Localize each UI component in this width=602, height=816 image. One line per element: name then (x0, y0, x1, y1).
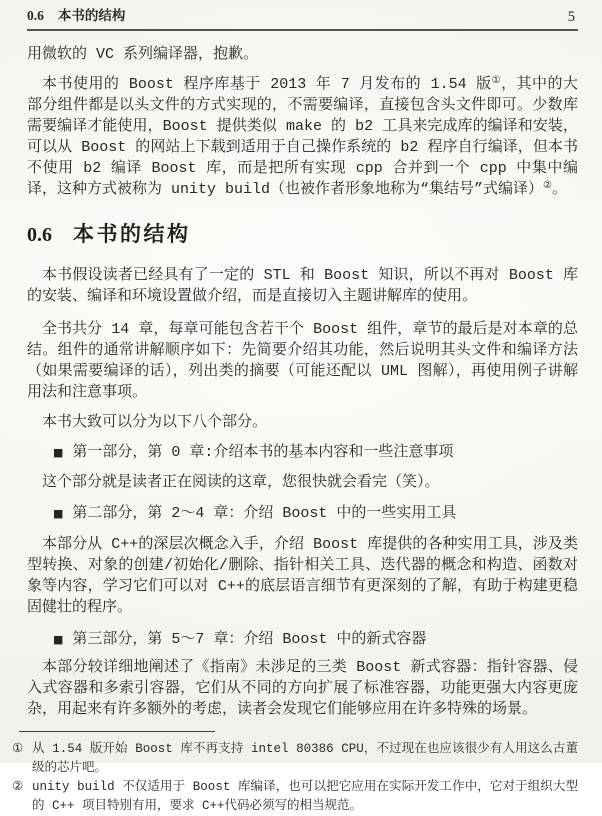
bullet-part3 (27, 629, 578, 650)
footnote-ref-2: ② (543, 181, 552, 192)
section-heading-number: 0.6 (27, 224, 52, 246)
section-heading (27, 220, 578, 250)
paragraph-eight-parts: 本书大致可以分为以下八个部分。 (42, 414, 268, 431)
bullet-square-icon: ■ (53, 446, 64, 459)
bullet-square-icon: ■ (53, 507, 64, 520)
footnote-1-marker: ① (12, 742, 24, 756)
paragraph-part1-description: 这个部分就是读者正在阅读的这章，您很快就会看完（笑）。 (42, 474, 440, 491)
bullet-part1 (27, 442, 578, 463)
paragraph-boost-version-part1: 本书使用的 Boost 程序库基于 2013 年 7 月发布的 1.54 版 (42, 76, 492, 93)
bullet-part1-text: 第一部分，第 0 章:介绍本书的基本内容和一些注意事项 (72, 444, 454, 461)
paragraph-chapter-overview: 全书共分 14 章，每章可能包含若干个 Boost 组件，章节的最后是对本章的总结。组件的通常讲解顺序如下：先简要介绍其功能，然后说明其头文件和编译方法（如果需要编译的话），列出类的摘要（可能还配以 UML 图解），再使用例子讲解用法和注意事项。 (27, 321, 578, 401)
page-number: 5 (567, 9, 575, 25)
footnote-2 (12, 778, 578, 816)
running-header (27, 0, 578, 31)
paragraph-part2-description: 本部分从 C++的深层次概念入手，介绍 Boost 库提供的各种实用工具，涉及类型转换、对象的创建/初始化/删除、指针相关工具、迭代器的概念和构造、函数对象等内容，学习它们可以对 C++的底层语言细节有更深刻的了解，有助于构建更稳固健壮的程序。 (27, 536, 578, 616)
footnote-2-text: unity build 不仅适用于 Boost 库编译，也可以把它应用在实际开发工作中，它对于组织大型的 C++ 项目特别有用，要求 C++代码必须写的相当规范。 (32, 780, 578, 813)
paragraph-boost-version-part2: ，其中的大部分组件都是以头文件的方式实现的，不需要编译，直接包含头文件即可。少数库需要编译才能使用，Boost 提供类似 make 的 b2 工具来完成库的编译和安装，可以从 Boost 的网站上下载到适用于自己操作系统的 b2 程序自行编译，但本书不使用 b2 编译 Boost 库，而是把所有实现 cpp 合并到一个 cpp 中集中编译，这种方式被称为 unity build（也被作者形象地称为“集结号”式编译） (27, 76, 578, 198)
footnote-1-text: 从 1.54 版开始 Boost 库不再支持 intel 80386 CPU，不过现在也应该很少有人用这么古董级的芯片吧。 (32, 742, 578, 775)
footnote-2-marker: ② (12, 780, 24, 794)
footnote-1 (12, 740, 578, 778)
running-header-section-title: 本书的结构 (57, 10, 126, 25)
paragraph-boost-version-end: 。 (552, 181, 568, 198)
paragraph-boost-version (27, 74, 578, 200)
bullet-part3-text: 第三部分，第 5～7 章：介绍 Boost 中的新式容器 (72, 631, 427, 648)
running-header-section (27, 7, 125, 26)
running-header-section-number: 0.6 (27, 8, 44, 23)
paragraph-part3-description: 本部分较详细地阐述了《指南》未涉足的三类 Boost 新式容器：指针容器、侵入式容器和多索引容器，它们从不同的方向扩展了标准容器，功能更强大内容更庞杂，用起来有许多额外的考虑，读者会发现它们能够应用在许多特殊的场景。 (27, 659, 578, 718)
footnote-ref-1: ① (491, 76, 502, 87)
paragraph-carryover: 用微软的 VC 系列编译器，抱歉。 (27, 46, 259, 63)
bullet-part2 (27, 503, 578, 524)
footnote-rule (19, 731, 215, 732)
bullet-part2-text: 第二部分，第 2～4 章：介绍 Boost 中的一些实用工具 (72, 505, 457, 522)
section-heading-title: 本书的结构 (73, 223, 191, 246)
bullet-square-icon: ■ (53, 633, 64, 646)
footnotes (12, 740, 578, 816)
paragraph-assumption: 本书假设读者已经具有了一定的 STL 和 Boost 知识，所以不再对 Boost 库的安装、编译和环境设置做介绍，而是直接切入主题讲解库的使用。 (27, 267, 578, 305)
